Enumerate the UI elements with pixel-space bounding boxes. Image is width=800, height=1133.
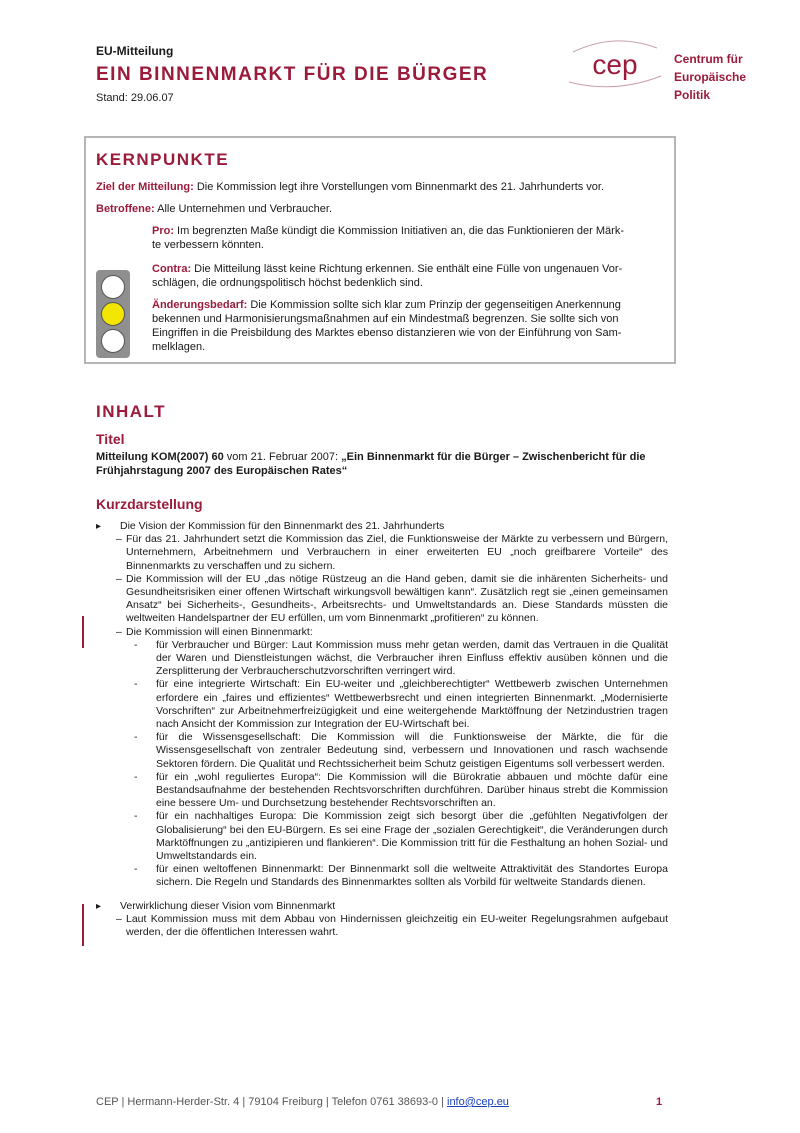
titel-date: vom 21. Februar 2007: — [223, 451, 342, 463]
sub-item: - für eine integrierte Wirtschaft: Ein EU-weiter und „gleichberechtigter“ Wettbewerb zwischen Unternehmen erfordere ein „faires und effizientes“ Wettbewerbsrecht und einen integrierten Binnenmarkt. „Modernisierte Vorschriften“ zur Arbeitnehmerfreizügigkeit und eine weitergehende Marktöffnung der Netzindustrien tragen nach Ansicht der Kommission zur Integration der EU-Wirtschaft bei. — [96, 678, 668, 731]
dash-item: – Die Kommission will der EU „das nötige Rüstzeug an die Hand geben, damit sie die inhärenten Sicherheits- und Gesundheitsrisiken einer offenen Wirtschaft wirkungsvoll bewältigen kann“. Zusätzlich regt sie „einen gemeinsamen Ansatz“ bei Sicherheits-, Gesundheits-, Arbeitsrechts- und Umweltstandards an. Diese Standards müssten die weltweiten Handelspartner der EU erfüllen, um vom Binnenmarkt „profitieren“ zu können. — [96, 573, 668, 626]
traffic-light-green — [101, 329, 125, 353]
pro-text: Im begrenzten Maße kündigt die Kommission Initiativen an, die das Funktionieren der Märk- — [174, 225, 624, 237]
margin-marker — [82, 904, 84, 946]
sub-item: - für ein nachhaltiges Europa: Die Kommission zeigt sich besorgt über die „gefühlten Negativfolgen der Globalisierung“ bei den EU-Bürgern. Es sei eine Frage der „sozialen Gerechtigkeit“, die Veränderungen durch Marktöffnungen zu „antizipieren und flankieren“. Die Kommission tritt für die Festhaltung an hohen Sozial- und Umweltstandards ein. — [96, 810, 668, 863]
pro-text-cont: te verbessern könnten. — [152, 239, 264, 251]
page-number: 1 — [656, 1096, 663, 1108]
footer-address: CEP | Hermann-Herder-Str. 4 | 79104 Freiburg | Telefon 0761 38693-0 | — [96, 1096, 447, 1108]
aenderung-text-cont: melklagen. — [152, 341, 206, 353]
cep-logo — [565, 36, 665, 90]
inhalt-heading: INHALT — [96, 402, 167, 421]
document-title: EIN BINNENMARKT FÜR DIE BÜRGER — [96, 64, 489, 85]
kurzdarstellung-body — [96, 520, 668, 939]
betroffene-line — [96, 202, 332, 216]
footer — [96, 1096, 509, 1108]
dash-item: – Laut Kommission muss mit dem Abbau von Hindernissen gleichzeitig ein EU-weiter Regelungsrahmen aufgebaut werden, der die öffentlichen Interessen wahrt. — [96, 913, 668, 939]
aenderung-text-cont: Eingriffen in die Preisbildung des Marktes ebenso distanzieren wie von der Einführung von Sam- — [152, 327, 622, 339]
traffic-light-yellow — [101, 302, 125, 326]
org-line: Politik — [674, 88, 711, 102]
pro-label: Pro: — [152, 225, 174, 237]
footer-email-link[interactable]: info@cep.eu — [447, 1096, 509, 1108]
aenderung-text: Die Kommission sollte sich klar zum Prinzip der gegenseitigen Anerkennung — [247, 299, 621, 311]
traffic-light-red — [101, 275, 125, 299]
titel-doc-name: „Ein Binnenmarkt für die Bürger – Zwischenbericht für die Frühjahrstagung 2007 des Europäischen Rates“ — [96, 451, 646, 477]
ziel-label: Ziel der Mitteilung: — [96, 181, 194, 193]
cep-logo-text: cep — [592, 49, 638, 80]
dash-item: – Die Kommission will einen Binnenmarkt: — [96, 626, 668, 639]
pro-line — [152, 224, 624, 238]
titel-text — [96, 450, 668, 478]
document-kicker: EU-Mitteilung — [96, 44, 174, 58]
aenderung-text-cont: bekennen und Harmonisierungsmaßnahmen auf ein Mindestmaß begrenzen. Sie sollte sich von — [152, 313, 619, 325]
ziel-text: Die Kommission legt ihre Vorstellungen vom Binnenmarkt des 21. Jahrhunderts vor. — [193, 181, 605, 193]
org-line: Centrum für — [674, 52, 743, 66]
kernpunkte-heading: KERNPUNKTE — [96, 150, 230, 169]
dash-item: – Für das 21. Jahrhundert setzt die Kommission das Ziel, die Funktionsweise der Märkte zu verbessern und Bürgern, Unternehmern, Arbeitnehmern und Verbrauchern in einer erweiterten EU „noch greifbarere Vorteile“ des Binnenmarkts zu verschaffen und zu sichern. — [96, 533, 668, 573]
sub-item: - für Verbraucher und Bürger: Laut Kommission muss mehr getan werden, damit das Vertrauen in die Qualität der Waren und Dienstleistungen wächst, die Verbraucher ihren Einfluss effektiv ausüben können und die Zersplitterung der Verbraucherschutzvorschriften verringert wird. — [96, 639, 668, 679]
sub-item: - für einen weltoffenen Binnenmarkt: Der Binnenmarkt soll die weltweite Attraktivität des Standortes Europa sichern. Die Regeln und Standards des Binnenmarktes sollten als Vorbild für weltweite Standards dienen. — [96, 863, 668, 889]
contra-text: Die Mitteilung lässt keine Richtung erkennen. Sie enthält eine Fülle von ungenauen Vor- — [191, 263, 623, 275]
aenderung-label: Änderungsbedarf: — [152, 299, 248, 311]
organization-name — [674, 50, 746, 104]
org-line: Europäische — [674, 70, 747, 84]
titel-heading: Titel — [96, 431, 125, 447]
betroffene-text: Alle Unternehmen und Verbraucher. — [154, 203, 333, 215]
bullet-item: ▸ Verwirklichung dieser Vision vom Binnenmarkt — [96, 900, 668, 913]
betroffene-label: Betroffene: — [96, 203, 155, 215]
margin-marker — [82, 616, 84, 648]
document-date: Stand: 29.06.07 — [96, 92, 174, 104]
traffic-light-icon — [96, 270, 130, 358]
ziel-line — [96, 180, 604, 194]
contra-label: Contra: — [152, 263, 192, 275]
bullet-item: ▸ Die Vision der Kommission für den Binnenmarkt des 21. Jahrhunderts — [96, 520, 668, 533]
sub-item: - für ein „wohl reguliertes Europa“: Die Kommission will die Bürokratie abbauen und möchte dafür eine Bestandsaufnahme der bestehenden Rechtsvorschriften durchführen. Darüber hinaus strebt die Kommission eine bessere Um- und Durchsetzung bestehender Rechtsvorschriften an. — [96, 771, 668, 811]
aenderung-line — [152, 298, 621, 312]
kurzdarstellung-heading: Kurzdarstellung — [96, 496, 203, 512]
contra-text-cont: schlägen, die ordnungspolitisch höchst bedenklich sind. — [152, 277, 423, 289]
contra-line — [152, 262, 622, 276]
titel-doc-ref: Mitteilung KOM(2007) 60 — [96, 451, 224, 463]
sub-item: - für die Wissensgesellschaft: Die Kommission will die Funktionsweise der Märkte, die für die Wissensgesellschaft von zentraler Bedeutung sind, verbessern und Innovationen und rasch wachsende Sektoren fördern. Die Qualität und Rechtssicherheit beim Schutz geistigen Eigentums soll verbessert werden. — [96, 731, 668, 771]
